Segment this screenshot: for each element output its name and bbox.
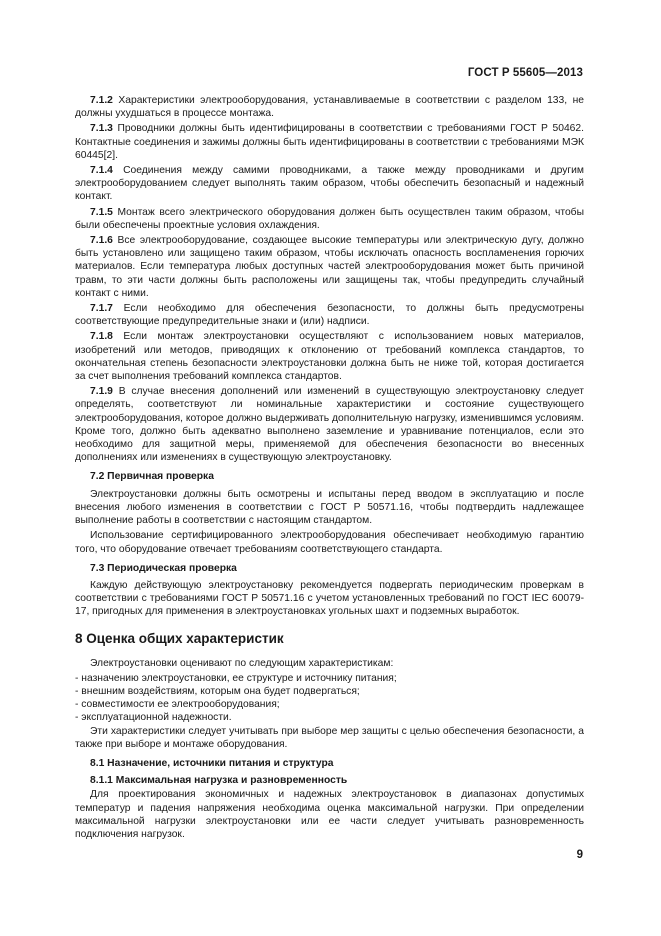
document-code-header: ГОСТ Р 55605—2013 <box>467 67 583 79</box>
paragraph-7-1-6 <box>75 234 584 300</box>
paragraph-7-1-7 <box>75 302 584 328</box>
clause-number: 7.1.9 <box>90 386 113 398</box>
clause-number: 7.1.5 <box>90 206 113 218</box>
paragraph-8-after-list: Эти характеристики следует учитывать при выборе мер защиты с целью обеспечения безопасности, а также при выборе и монтаже оборудования. <box>75 725 584 750</box>
clause-text: Соединения между самими проводниками, а также между проводниками и другим электрооборудованием следует выполнять таким образом, чтобы обеспечить безопасный и надежный контакт. <box>75 165 584 203</box>
clause-text: Монтаж всего электрического оборудования должен быть осуществлен таким образом, чтобы были обеспечены проектные условия охлаждения. <box>75 206 584 231</box>
list-item: - назначению электроустановки, ее структуре и источнику питания; <box>75 672 397 684</box>
paragraph-7-1-3 <box>75 122 584 162</box>
clause-text: Если необходимо для обеспечения безопасности, то должны быть предусмотрены соответствующие предупредительные знаки и (или) надписи. <box>75 303 584 328</box>
heading-7-3: 7.3 Периодическая проверка <box>90 562 237 574</box>
paragraph-7-1-5 <box>75 206 584 232</box>
clause-number: 7.1.7 <box>90 303 113 315</box>
section-heading-8: 8 Оценка общих характеристик <box>75 630 284 646</box>
page-number: 9 <box>576 849 583 861</box>
clause-number: 7.1.6 <box>90 235 113 247</box>
document-body <box>75 94 584 843</box>
clause-text: Характеристики электрооборудования, устанавливаемые в соответствии с разделом 133, не должны ухудшаться в процессе монтажа. <box>75 95 584 120</box>
paragraph-7-1-4 <box>75 164 584 204</box>
paragraph-7-2-first: Электроустановки должны быть осмотрены и испытаны перед вводом в эксплуатацию и после внесения любого изменения в соответствии с ГОСТ Р 50571.16, чтобы подтвердить надлежащее выполнение работы в соответствии с настоящим стандартом. <box>75 488 584 527</box>
clause-text: Если монтаж электроустановки осуществляют с использованием новых материалов, изобретений или методов, приводящих к отклонению от требований комплекса стандартов, то окончательная степень безопасности электроустановки должна быть не ниже той, которая достигается за счет выполнения требований комплекса стандартов. <box>75 331 584 383</box>
list-item: - совместимости ее электрооборудования; <box>75 699 280 711</box>
clause-text: В случае внесения дополнений или изменений в существующую электроустановку следует определять, соответствуют ли номинальные характеристики и состояние существующего электрооборудования, которое должно выдерживать дополнительную нагрузку, изменившимся условиям. Кроме того, должно быть адекватно выполнено заземление и уравнивание потенциалов, если это необходимо для защитной меры, применяемой для обеспечения безопасности во внесенных дополнениях или изменениях в существующую электроустановку. <box>75 386 584 464</box>
list-item: - эксплуатационной надежности. <box>75 712 232 724</box>
clause-number: 7.1.2 <box>90 95 113 106</box>
paragraph-8-1-1: Для проектирования экономичных и надежных электроустановок в диапазонах допустимых температур и падения напряжения необходима оценка максимальной нагрузки. При определении максимальной нагрузки электроустановки или ее части следует учитывать разновременность подключения нагрузок. <box>75 789 584 840</box>
clause-number: 7.1.3 <box>90 123 113 135</box>
heading-8-1: 8.1 Назначение, источники питания и структура <box>90 757 334 769</box>
heading-8-1-1: 8.1.1 Максимальная нагрузка и разновременность <box>90 775 348 787</box>
paragraph-8-intro: Электроустановки оценивают по следующим характеристикам: <box>90 657 394 669</box>
clause-text: Все электрооборудование, создающее высокие температуры или электрическую дугу, должно быть установлено или защищено таким образом, чтобы исключать опасность воспламенения горючих материалов. Если температура любых доступных частей электрооборудования может быть причиной травм, то эти части должны быть расположены или защищены так, чтобы предупредить случайный контакт с ними. <box>75 235 584 299</box>
paragraph-7-3: Каждую действующую электроустановку рекомендуется подвергать периодическим проверкам в соответствии с требованиями ГОСТ Р 50571.16 с учетом установленных требований по ГОСТ IEC 60079-17, пригодных для применения в электроустановках угольных шахт и подземных выработок. <box>75 579 584 618</box>
clause-number: 7.1.4 <box>90 165 113 177</box>
heading-7-2: 7.2 Первичная проверка <box>90 471 214 483</box>
paragraph-7-1-2 <box>75 94 584 120</box>
paragraph-7-1-8 <box>75 330 584 383</box>
paragraph-7-2-second: Использование сертифицированного электрооборудования обеспечивает необходимую гарантию того, что оборудование отвечает требованиям соответствующего стандарта. <box>75 530 584 555</box>
list-item: - внешним воздействиям, которым она будет подвергаться; <box>75 685 360 697</box>
clause-number: 7.1.8 <box>90 331 113 343</box>
clause-text: Проводники должны быть идентифицированы в соответствии с требованиями ГОСТ Р 50462. Контактные соединения и зажимы должны быть идентифицированы в соответствии с требованиями МЭК 60445[2]. <box>75 123 584 161</box>
paragraph-7-1-9 <box>75 385 584 464</box>
